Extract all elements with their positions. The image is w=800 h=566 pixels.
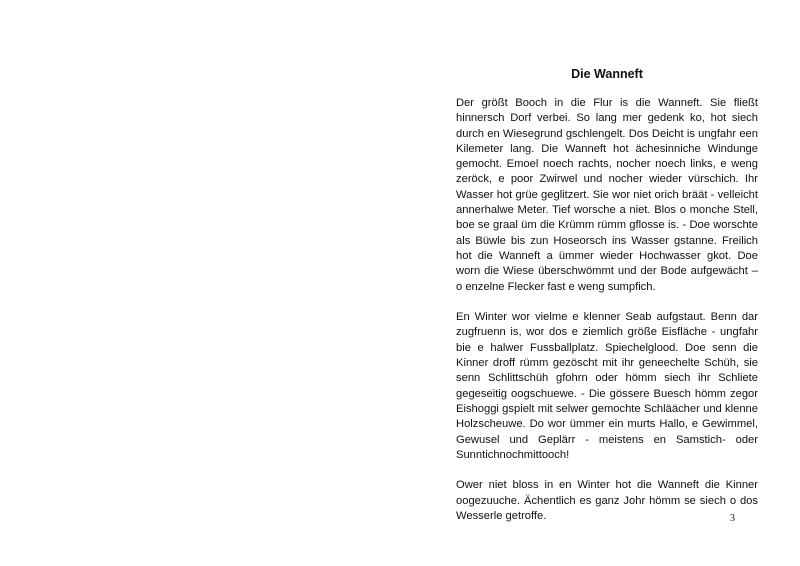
page-title: Die Wanneft [571,67,643,81]
right-page [400,0,800,566]
paragraph-1: Der größt Booch in die Flur is die Wanneft. Sie fließt hinnersch Dorf verbei. So lang mer gedenk ko, hot siech durch en Wiesegrund gschlengelt. Dos Deicht is ungfahr een Kilemeter lang. Die Wanneft hot ächesinniche Windunge gemocht. Emoel noech rachts, nocher noech links, e weng zeröck, e poor Zwirwel und nocher wieder vürschich. Ihr Wasser hot grüe geglitzert. Sie wor niet orich bräät - velleicht annerhalwe Meter. Tief worsche a niet. Blos o monche Stell, boe se graal üm die Krümm rümm gflosse is. - Doe worschte als Büwle bis zun Hoseorsch ins Wasser gstanne. Freilich hot die Wanneft a ümmer wieder Hochwasser gkot. Doe worn die Wiese überschwömmt und der Bode aufgewächt – o enzelne Flecker fast e weng sumpfich. [456,97,758,293]
paragraph-2: En Winter wor vielme e klenner Seab aufgstaut. Benn dar zugfruenn is, wor dos e ziemlich größe Eisfläche - ungfahr bie e halwer Fussballplatz. Spiechelglood. Doe senn die Kinner droff rümm gezöscht mit ihr geneechelte Schüh, sie senn Schlittschüh gfohrn oder hömm siech ihr Schliete gegeseitig oogschuewe. - Die gössere Buesch hömm zegor Eishoggi gspielt mit selwer gemochte Schläächer und klenne Holzscheuwe. Do wor ümmer ein murts Hallo, e Gewimmel, Gewusel und Geplärr - meistens en Samstich- oder Sunntichnochmittooch! [456,311,758,461]
paragraph-3: Ower niet bloss in en Winter hot die Wanneft die Kinner oogezuuche. Ächentlich es ganz Johr hömm se siech o dos Wesserle getroffe. [456,479,758,523]
page-body [456,96,758,540]
page-number: 3 [730,513,735,524]
